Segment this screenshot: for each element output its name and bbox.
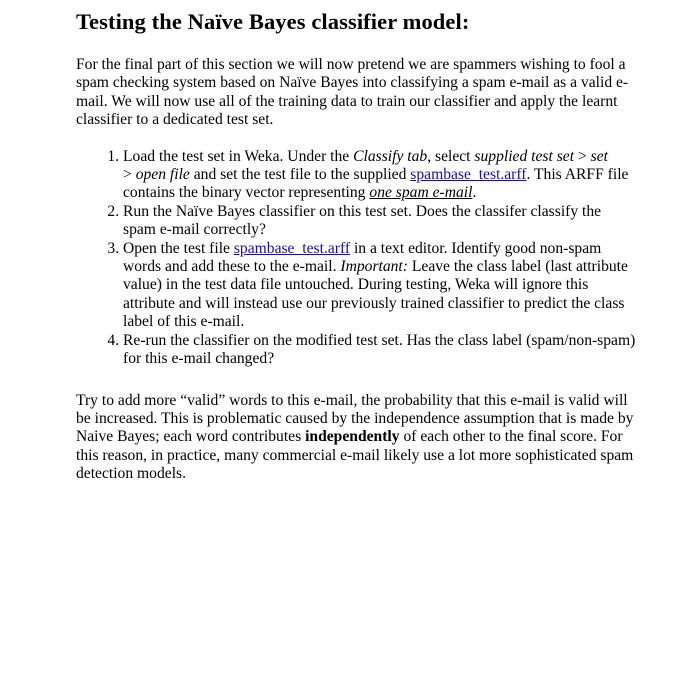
closing-paragraph: [76, 392, 636, 484]
step-3-text-a: Open the test file: [123, 239, 234, 257]
step-1-text-b: , select: [427, 147, 475, 165]
document-page: [76, 8, 636, 484]
step-1-classify-tab: Classify tab: [353, 147, 428, 165]
step-1: [123, 148, 636, 203]
closing-text-b: of each other to the final score. For this reason, in practice, many commercial e-mail likely use a lot more sophisticated spam detection models.: [76, 428, 634, 483]
step-1-open-file: open file: [135, 166, 190, 184]
intro-paragraph: For the final part of this section we will now pretend we are spammers wishing to fool a spam checking system based on Naïve Bayes into classifying a spam e-mail as a valid e-mail. We will now use all of the training data to train our classifier and apply the learnt classifier to a dedicated test set.: [76, 56, 629, 129]
step-1-text-e: and set the test file to the supplied: [189, 166, 411, 184]
closing-text-a: Try to add more “valid” words to this e-mail, the probability that this e-mail is valid will be increased. This is problematic caused by the independence assumption that is made by Naive Bayes; each word contributes: [76, 391, 634, 446]
step-3-text-b: in a text editor. Identify good non-spam words and add these to the e-mail.: [123, 239, 602, 276]
step-1-text-f: . This ARFF file contains the binary vector representing: [123, 166, 629, 202]
step-2: 2. Run the Naïve Bayes classifier on this test set. Does the classifer classify the spam e-mail correctly?: [123, 203, 636, 240]
step-4: 4. Re-run the classifier on the modified test set. Has the class label (spam/non-spam) for this e-mail changed?: [123, 332, 636, 369]
step-1-set: set: [590, 147, 608, 165]
step-1-text-g: .: [472, 184, 477, 202]
step-1-text-d: >: [123, 166, 136, 184]
closing-independently: independently: [305, 428, 400, 446]
step-1-supplied-test-set: supplied test set: [474, 147, 575, 165]
step-1-one-spam-email: one spam e-mail: [369, 184, 473, 202]
step-3-important: Important:: [340, 258, 408, 276]
step-1-text-c: >: [574, 147, 591, 165]
step-1-text-a: Load the test set in Weka. Under the: [123, 147, 354, 165]
step-3-text-c: Leave the class label (last attribute value) in the test data file untouched. During testing, Weka will ignore this attribute and will instead use our previously trained classifier to predict the class label of this e-mail.: [123, 258, 628, 331]
section-title: Testing the Naïve Bayes classifier model:: [76, 9, 470, 34]
spambase-test-link-2[interactable]: spambase_test.arff: [233, 239, 351, 257]
spambase-test-link-1[interactable]: spambase_test.arff: [410, 166, 527, 184]
steps-list: [76, 148, 636, 369]
step-3: [123, 240, 636, 332]
